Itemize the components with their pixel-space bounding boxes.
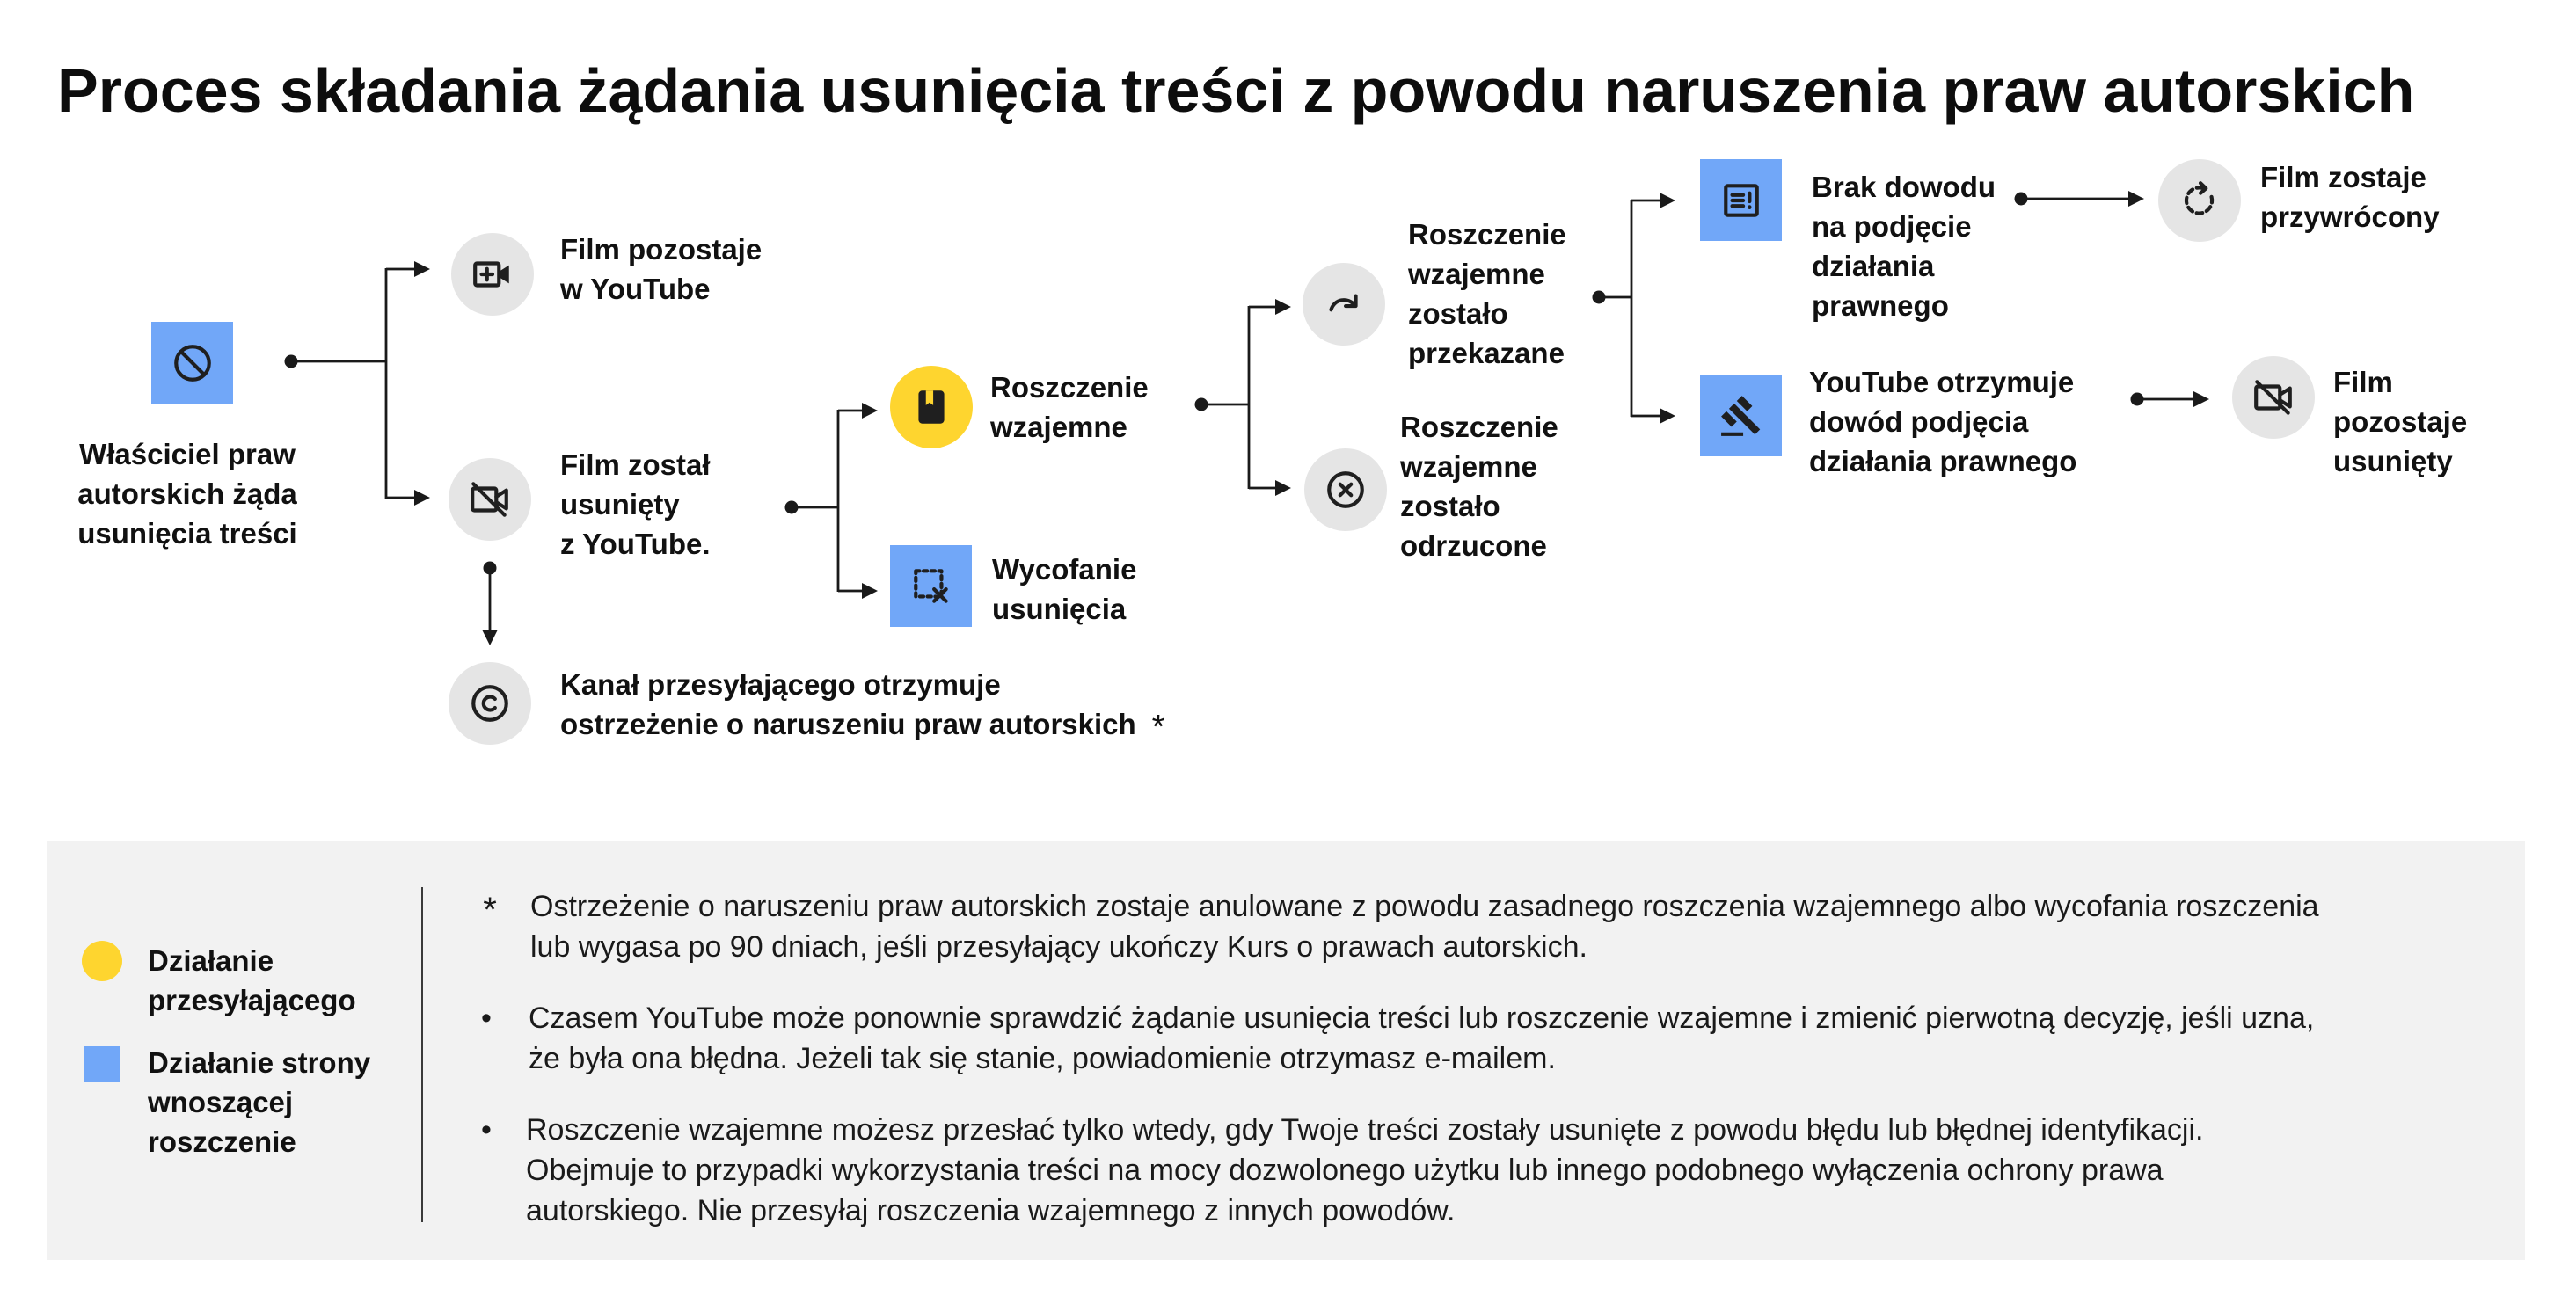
label-line: YouTube otrzymuje [1809, 366, 2075, 398]
strike-node [449, 662, 531, 745]
label-line: wzajemne [1400, 450, 1537, 483]
connector-dot [785, 501, 799, 514]
no-legal-action-node [1700, 159, 1782, 241]
label-line: autorskich żąda [77, 477, 297, 510]
legend-swatch-claimant [84, 1046, 120, 1082]
video-stays-removed-node [2232, 356, 2315, 439]
owner-request-label [47, 434, 328, 553]
label-line: przywrócony [2260, 200, 2440, 233]
label-line: wnoszącej [148, 1086, 294, 1118]
note-line: lub wygasa po 90 dniach, jeśli przesyłający ukończy Kurs o prawach autorskich. [530, 930, 1587, 964]
arrowhead [2193, 391, 2209, 407]
label-line: wzajemne [1408, 258, 1545, 290]
note-line: autorskiego. Nie przesyłaj roszczenia wzajemnego z innych powodów. [526, 1194, 1456, 1227]
note-line: Roszczenie wzajemne możesz przesłać tylko wtedy, gdy Twoje treści zostały usunięte z powodu błędu lub błędnej identyfikacji. [526, 1113, 2204, 1147]
book-icon [909, 385, 953, 429]
copyright-icon [468, 681, 512, 725]
label-line: prawnego [1812, 289, 1949, 322]
label-line: przekazane [1408, 337, 1565, 369]
label-line-wrapper [560, 704, 1164, 747]
label-line: Film pozostaje [560, 233, 763, 266]
label-line: dowód podjęcia [1809, 405, 2029, 438]
article-alert-icon [1719, 178, 1763, 222]
arrowhead [1275, 480, 1291, 496]
label-line: Roszczenie [990, 371, 1149, 404]
label-line: Właściciel praw [79, 438, 296, 470]
label-line: usunięty [2333, 445, 2453, 477]
counter-forwarded-node [1303, 263, 1385, 346]
video-off-icon [468, 477, 512, 521]
label-line: usunięcia [992, 593, 1127, 625]
footnote-marker: * [483, 891, 497, 929]
legend-swatch-uploader [82, 941, 122, 981]
label-line: Działanie [148, 944, 274, 977]
bullet-marker: • [481, 1001, 492, 1035]
gavel-icon [1719, 394, 1763, 438]
retraction-node [890, 545, 972, 627]
counter-notification-node [890, 366, 973, 448]
video-restored-node [2158, 159, 2241, 242]
deselect-icon [909, 564, 953, 608]
legend-claimant-label [148, 1043, 370, 1162]
restore-icon [2178, 178, 2222, 222]
video-stays-removed-label [2333, 362, 2467, 481]
arrowhead [862, 403, 878, 419]
label-line: Kanał przesyłającego otrzymuje [560, 668, 1001, 701]
legend-uploader-label [148, 941, 356, 1020]
arrowhead [482, 630, 498, 645]
arrowhead [2128, 191, 2144, 207]
label-line: Film został [560, 448, 711, 481]
label-line: Roszczenie [1408, 218, 1566, 251]
video-stays-label [560, 229, 762, 309]
footnote-marker: * [1151, 709, 1165, 746]
arrowhead [414, 261, 430, 277]
no-legal-action-label [1812, 167, 1996, 325]
label-line: z YouTube. [560, 528, 711, 560]
note-footnote [530, 886, 2319, 967]
label-line: Działanie strony [148, 1046, 371, 1079]
redo-icon [1322, 282, 1366, 326]
label-line: Film zostaje [2260, 161, 2426, 193]
connector-dot [1593, 291, 1606, 304]
note-line: Czasem YouTube może ponownie sprawdzić żądanie usunięcia treści lub roszczenie wzajemne i zmienić pierwotną decyzję, jeśli uzna, [529, 1001, 2315, 1035]
counter-notification-label [990, 368, 1149, 447]
label-line: Wycofanie [992, 553, 1137, 586]
x-circle-icon [1324, 468, 1368, 512]
label-line: ostrzeżenie o naruszeniu praw autorskich [560, 708, 1136, 740]
arrowhead [1660, 193, 1675, 208]
note-line: że była ona błędna. Jeżeli tak się stanie, powiadomienie otrzymasz e-mailem. [529, 1042, 1556, 1075]
note-counter-rules [526, 1110, 2203, 1231]
legal-action-label [1809, 362, 2076, 481]
note-line: Ostrzeżenie o naruszeniu praw autorskich zostaje anulowane z powodu zasadnego roszczenia wzajemnego albo wycofania roszczenia [530, 890, 2319, 923]
page-title: Proces składania żądania usunięcia treści z powodu naruszenia praw autorskich [57, 56, 2415, 125]
label-line: wzajemne [990, 411, 1127, 443]
connector-dot [285, 355, 298, 368]
label-line: w YouTube [560, 273, 711, 305]
retraction-label [992, 550, 1136, 629]
connector-dot [2131, 393, 2144, 406]
label-line: Film [2333, 366, 2393, 398]
arrowhead [414, 490, 430, 506]
video-removed-label [560, 445, 711, 564]
counter-rejected-label [1400, 407, 1558, 565]
video-removed-node [449, 458, 531, 541]
label-line: na podjęcie [1812, 210, 1972, 243]
connector-dot [2015, 193, 2028, 206]
video-add-icon [471, 252, 514, 296]
owner-request-node [151, 322, 233, 404]
label-line: przesyłającego [148, 984, 356, 1016]
arrowhead [862, 583, 878, 599]
label-line: zostało [1408, 297, 1508, 330]
video-off-icon [2251, 375, 2295, 419]
note-review [529, 998, 2314, 1079]
counter-forwarded-label [1408, 215, 1566, 373]
label-line: Roszczenie [1400, 411, 1558, 443]
connector-dot [484, 562, 497, 575]
bullet-marker: • [481, 1113, 492, 1147]
label-line: działania [1812, 250, 1935, 282]
label-line: działania prawnego [1809, 445, 2077, 477]
connector-dot [1195, 398, 1208, 411]
legend-divider [421, 887, 423, 1222]
video-stays-node [451, 233, 534, 316]
video-restored-label [2260, 157, 2440, 237]
label-line: zostało [1400, 490, 1500, 522]
arrowhead [1660, 408, 1675, 424]
label-line: pozostaje [2333, 405, 2468, 438]
label-line: odrzucone [1400, 529, 1547, 562]
label-line: Brak dowodu [1812, 171, 1996, 203]
label-line: usunięcia treści [77, 517, 297, 550]
label-line: roszczenie [148, 1125, 296, 1158]
arrowhead [1275, 299, 1291, 315]
counter-rejected-node [1304, 448, 1387, 531]
legal-action-node [1700, 375, 1782, 456]
label-line: usunięty [560, 488, 680, 521]
note-line: Obejmuje to przypadki wykorzystania treści na mocy dozwolonego użytku lub innego podobnego wyłączenia ochrony prawa [526, 1154, 2164, 1187]
strike-label [560, 665, 1164, 747]
block-icon [171, 341, 215, 385]
